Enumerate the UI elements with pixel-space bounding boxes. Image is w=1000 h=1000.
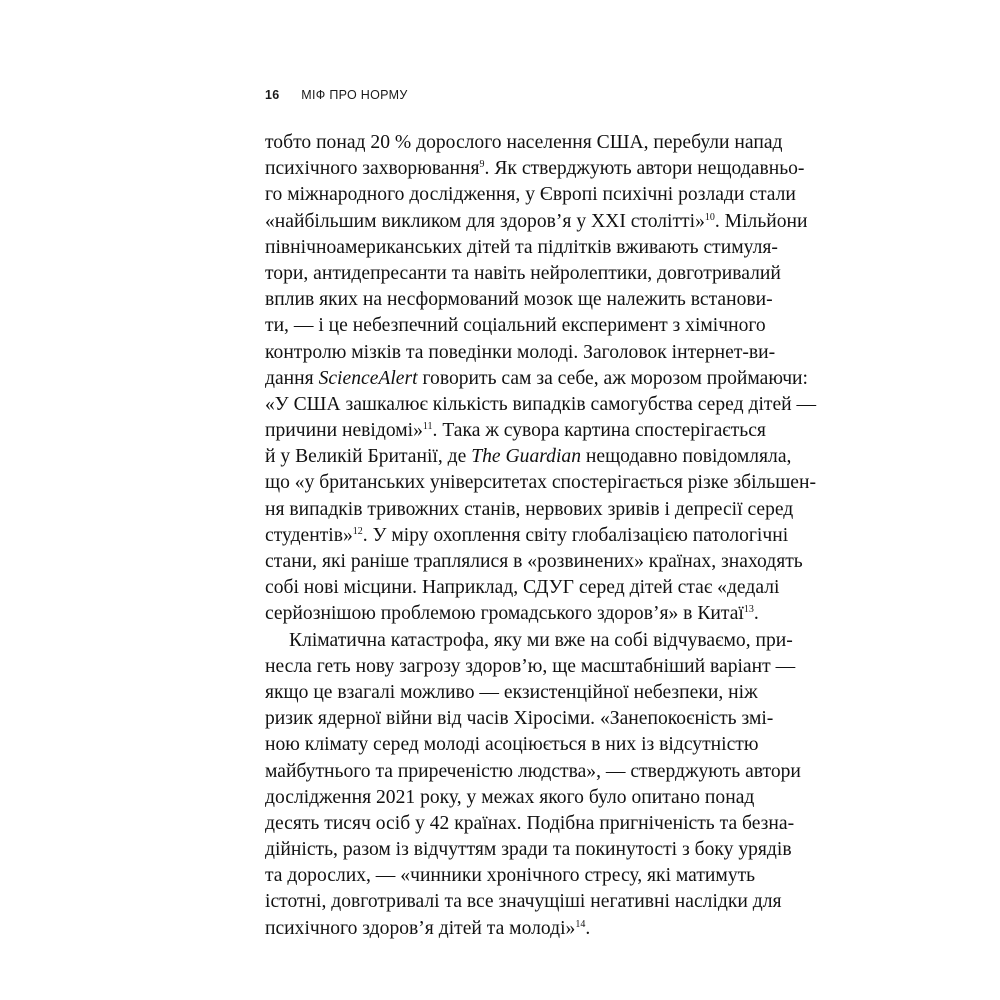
text-line — [265, 811, 795, 837]
text-line — [265, 392, 817, 418]
text-run: студентів» — [265, 524, 353, 546]
text-line — [265, 863, 756, 889]
text-line — [265, 785, 755, 811]
text-line — [265, 601, 759, 627]
page-number: 16 — [265, 88, 280, 102]
text-run: дання — [265, 367, 319, 389]
text-line — [265, 759, 801, 785]
text-run: майбутнього та приреченістю людства», — стверджують автори — [265, 760, 801, 782]
text-line — [265, 287, 773, 313]
text-run: ня випадків тривожних станів, нервових зривів і депресії серед — [265, 498, 794, 520]
text-run: психічного захворювання — [265, 158, 480, 180]
text-run: істотні, довготривалі та все значущіші негативні наслідки для — [265, 891, 782, 913]
body-text — [265, 130, 817, 942]
text-line — [265, 575, 780, 601]
text-run: стани, які раніше траплялися в «розвинених» країнах, знаходять — [265, 551, 803, 572]
text-run: що «у британських університетах спостерігається різке збільшен- — [265, 472, 817, 494]
text-run: несла геть нову загрозу здоров’ю, ще масштабніший варіант — — [265, 655, 796, 677]
text-run: причини невідомі» — [265, 420, 423, 442]
running-head — [265, 88, 408, 102]
text-run: десять тисяч осіб у 42 країнах. Подібна пригніченість та безна- — [265, 812, 795, 834]
italic-publication-name: ScienceAlert — [318, 367, 418, 389]
text-run: «У США зашкалює кількість випадків самогубства серед дітей — — [265, 393, 817, 415]
text-line — [265, 130, 783, 156]
text-line — [265, 156, 805, 182]
text-line — [265, 313, 766, 339]
text-run: . Як стверджують автори нещодавньо- — [484, 158, 805, 180]
text-run: «найбільшим викликом для здоров’я у XXI столітті» — [265, 210, 705, 232]
text-run: . Мільйони — [714, 210, 808, 232]
text-run: психічного здоров’я дітей та молоді» — [265, 917, 576, 939]
text-run: ною клімату серед молоді асоціюється в них із відсутністю — [265, 734, 759, 756]
italic-publication-name: The Guardian — [471, 446, 581, 468]
text-line — [265, 628, 793, 654]
text-run: тори, антидепресанти та навіть нейролептики, довготривалий — [265, 262, 781, 284]
text-line — [265, 654, 796, 680]
text-run: . Така ж сувора картина спостерігається — [432, 420, 766, 442]
text-run: дійність, разом із відчуттям зради та покинутості з боку урядів — [265, 839, 792, 861]
text-run: Кліматична катастрофа, яку ми вже на собі відчуваємо, при- — [289, 629, 793, 651]
footnote-ref[interactable]: 10 — [704, 211, 715, 223]
text-run: ризик ядерної війни від часів Хіросіми. «Занепокоєність змі- — [265, 708, 774, 730]
text-line — [265, 182, 796, 208]
text-line — [265, 680, 758, 706]
text-line — [265, 549, 803, 575]
text-line — [265, 732, 759, 758]
text-run: серйознішою проблемою громадського здоров’я» в Китаї — [265, 603, 744, 625]
text-run: дослідження 2021 року, у межах якого було опитано понад — [265, 786, 755, 808]
text-line — [265, 837, 792, 863]
text-line — [265, 235, 778, 261]
text-run: якщо це взагалі можливо — екзистенційної небезпеки, ніж — [265, 681, 758, 703]
footnote-ref[interactable]: 12 — [352, 525, 363, 537]
text-run: й у Великій Британії, де — [265, 446, 472, 468]
text-run: . — [585, 917, 591, 939]
text-line — [265, 366, 808, 392]
footnote-ref[interactable]: 9 — [479, 159, 485, 171]
text-line — [265, 497, 794, 523]
text-run: вплив яких на несформований мозок ще належить встанови- — [265, 289, 773, 311]
text-line — [265, 444, 792, 470]
text-run: . — [753, 603, 759, 625]
text-line — [265, 261, 781, 287]
text-run: контролю мізків та поведінки молоді. Заголовок інтернет-ви- — [265, 341, 776, 363]
text-run: нещодавно повідомляла, — [581, 446, 792, 468]
text-run: говорить сам за себе, аж морозом проймаючи: — [417, 367, 808, 389]
footnote-ref[interactable]: 13 — [743, 604, 754, 616]
text-run: та дорослих, — «чинники хронічного стресу, які матимуть — [265, 865, 756, 887]
text-run: го міжнародного дослідження, у Європі психічні розлади стали — [265, 184, 796, 206]
running-title: МІФ ПРО НОРМУ — [301, 88, 408, 102]
text-run: собі нові місцини. Наприклад, СДУГ серед дітей стає «дедалі — [265, 577, 780, 599]
text-line — [265, 889, 782, 915]
text-line — [265, 209, 808, 235]
footnote-ref[interactable]: 11 — [422, 421, 433, 433]
text-run: тобто понад 20 % дорослого населення США, перебули напад — [265, 132, 783, 153]
text-line — [265, 418, 766, 444]
text-line — [265, 916, 743, 942]
text-line — [265, 470, 817, 496]
text-run: ти, — і це небезпечний соціальний експеримент з хімічного — [265, 315, 766, 337]
text-run: . У міру охоплення світу глобалізацією патологічні — [362, 524, 789, 546]
text-line — [265, 340, 776, 366]
text-run: північноамериканських дітей та підлітків вживають стимуля- — [265, 236, 778, 258]
footnote-ref[interactable]: 14 — [575, 918, 586, 930]
text-line — [265, 523, 789, 549]
text-line — [265, 706, 774, 732]
